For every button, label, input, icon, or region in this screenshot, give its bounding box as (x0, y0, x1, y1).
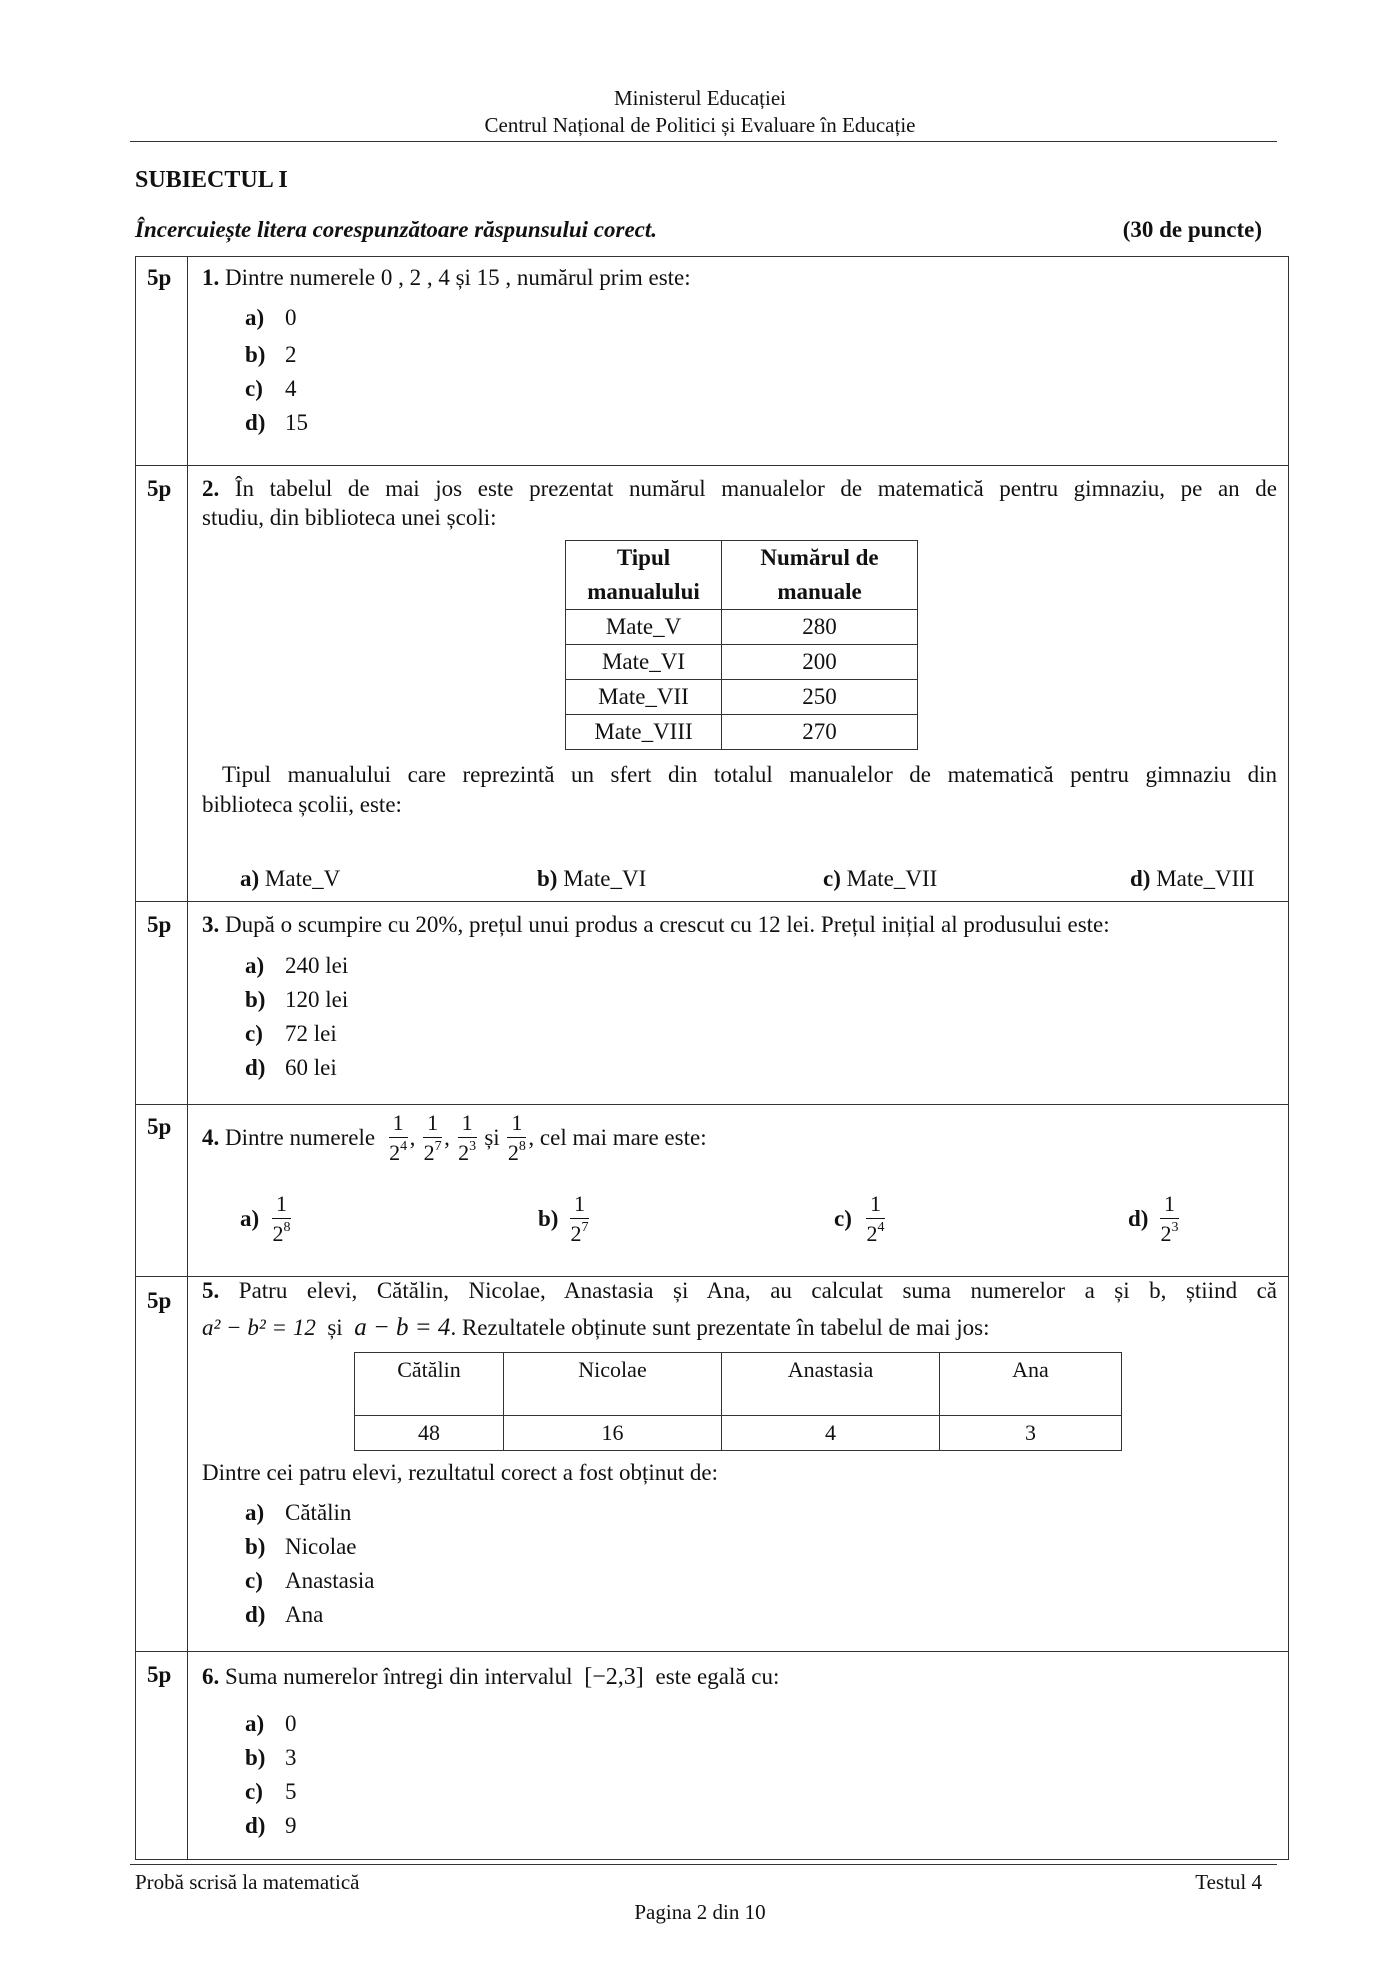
question-6-option-d[interactable] (245, 1813, 297, 1839)
power-exponent: 4 (877, 1220, 885, 1235)
power-exponent: 7 (581, 1220, 589, 1235)
table-cell: 280 (722, 610, 918, 645)
question-2-option-c[interactable] (823, 866, 937, 892)
option-value: 9 (285, 1813, 297, 1838)
question-5-option-c[interactable] (245, 1568, 374, 1594)
question-statement: După o scumpire cu 20%, prețul unui produs a crescut cu 12 lei. Prețul inițial al produsului este: (225, 912, 1110, 937)
option-letter: d) (245, 1602, 266, 1627)
question-number: 4. (202, 1125, 220, 1150)
interval: [−2,3] (584, 1664, 644, 1690)
question-number: 3. (202, 912, 220, 937)
table-cell: Mate_VIII (566, 715, 722, 750)
header-line: Numărul de (760, 545, 879, 570)
fraction-denominator (389, 1138, 407, 1164)
ministry-name: Ministerul Educației (613, 86, 787, 110)
conjunction: și (484, 1125, 500, 1150)
table-cell: 4 (722, 1416, 940, 1451)
option-value: 0 (285, 1711, 297, 1736)
power-exponent: 8 (518, 1139, 526, 1154)
question-3-points: 5p (147, 912, 172, 937)
fraction-denominator (508, 1138, 526, 1164)
option-letter: a) (240, 1206, 260, 1231)
fraction (272, 1193, 291, 1245)
fraction (507, 1112, 526, 1164)
points-column-divider (187, 256, 188, 1860)
power-exponent: 7 (434, 1139, 442, 1154)
table-row (566, 645, 918, 680)
question-2-option-b[interactable] (537, 866, 646, 892)
option-letter: d) (1128, 1206, 1149, 1231)
question-1-text (202, 265, 691, 291)
fraction (570, 1193, 589, 1245)
question-4-option-b[interactable] (538, 1193, 591, 1245)
question-6-option-a[interactable] (245, 1711, 297, 1737)
fraction-denominator (273, 1219, 291, 1245)
option-letter: b) (245, 1534, 266, 1559)
table-cell: 200 (722, 645, 918, 680)
question-2-prompt-line2: biblioteca școlii, este: (202, 792, 402, 817)
fraction-numerator: 1 (866, 1193, 885, 1219)
row-divider (135, 901, 1289, 902)
option-value: 60 lei (285, 1055, 337, 1080)
table-header (722, 541, 918, 610)
table-cell: Mate_V (566, 610, 722, 645)
question-5-prompt: Dintre cei patru elevi, rezultatul corect a fost obținut de: (202, 1460, 719, 1485)
table-cell: 270 (722, 715, 918, 750)
equation-1: a² − b² = 12 (202, 1315, 316, 1340)
table-row (566, 610, 918, 645)
power-base: 2 (458, 1140, 470, 1165)
question-2-option-a[interactable] (240, 866, 340, 892)
option-letter: d) (1130, 866, 1151, 891)
fraction-numerator: 1 (272, 1193, 291, 1219)
power-exponent: 3 (469, 1139, 477, 1154)
question-5-option-b[interactable] (245, 1534, 357, 1560)
option-letter: b) (245, 1745, 266, 1770)
option-value: Cătălin (285, 1500, 352, 1525)
footer-divider (130, 1864, 1277, 1865)
question-5-text-line2 (202, 1314, 990, 1342)
fraction (389, 1112, 408, 1164)
question-statement: . Rezultatele obținute sunt prezentate în tabelul de mai jos: (450, 1315, 990, 1340)
fraction (458, 1112, 477, 1164)
fraction-denominator (571, 1219, 589, 1245)
question-1-option-d[interactable] (245, 410, 308, 436)
textbooks-table (565, 540, 918, 750)
table-row (566, 715, 918, 750)
question-statement: Dintre numerele (225, 1125, 376, 1150)
option-letter: c) (245, 1021, 263, 1046)
header-divider (130, 141, 1277, 142)
option-letter: a) (245, 1711, 265, 1736)
option-value: Mate_V (264, 866, 341, 891)
question-statement: Suma numerelor întregi din intervalul (225, 1664, 573, 1689)
option-letter: a) (245, 305, 265, 330)
section-points: (30 de puncte) (1122, 217, 1262, 242)
question-statement-end: este egală cu: (655, 1664, 780, 1689)
question-6-option-b[interactable] (245, 1745, 297, 1771)
row-divider (135, 465, 1289, 466)
power-exponent: 4 (400, 1139, 408, 1154)
fraction-numerator: 1 (1160, 1193, 1179, 1219)
question-1-option-b[interactable] (245, 342, 297, 368)
fraction (1160, 1193, 1179, 1245)
fraction-denominator (1161, 1219, 1179, 1245)
option-letter: c) (245, 1568, 263, 1593)
fraction-denominator (424, 1138, 442, 1164)
question-3-option-d[interactable] (245, 1055, 337, 1081)
option-letter: a) (245, 1500, 265, 1525)
table-cell: 48 (355, 1416, 504, 1451)
header-line: manuale (777, 579, 862, 604)
fraction-denominator (867, 1219, 885, 1245)
section-title: SUBIECTUL I (135, 167, 288, 193)
option-value: 0 (285, 305, 297, 330)
question-number: 6. (202, 1664, 220, 1689)
table-cell: 16 (504, 1416, 722, 1451)
table-cell: Mate_VII (566, 680, 722, 715)
fraction-numerator: 1 (507, 1112, 526, 1138)
option-value: 5 (285, 1779, 297, 1804)
question-4-text: 4. Dintre numerele $\frac{1}{2^4}$ , $\frac{1}{2^7}$ , $\frac{1}{2^3}$ și $\frac{1}{2^8}$ , cel mai mare este: (202, 1110, 707, 1165)
question-2-points: 5p (147, 476, 172, 501)
row-divider (135, 1651, 1289, 1652)
question-4-option-a[interactable] (240, 1193, 293, 1245)
option-letter: b) (245, 342, 266, 367)
option-value: Mate_VI (563, 866, 647, 891)
question-4-points: 5p (147, 1114, 172, 1139)
option-value: 2 (285, 342, 297, 367)
fraction-numerator: 1 (423, 1112, 442, 1138)
question-number: 2. (202, 476, 220, 501)
option-letter: a) (240, 866, 260, 891)
power-exponent: 3 (1171, 1220, 1179, 1235)
question-2-text-line2: studiu, din biblioteca unei școli: (202, 505, 497, 530)
power-base: 2 (866, 1221, 878, 1246)
option-value: Mate_VII (846, 866, 938, 891)
power-exponent: 8 (283, 1220, 291, 1235)
question-6-text (202, 1664, 779, 1691)
option-letter: b) (538, 1206, 559, 1231)
table-cell: 3 (940, 1416, 1122, 1451)
option-letter: d) (245, 410, 266, 435)
power-base: 2 (570, 1221, 582, 1246)
question-3-option-c[interactable] (245, 1021, 337, 1047)
option-value: 120 lei (285, 987, 349, 1012)
question-number: 1. (202, 265, 220, 290)
option-value: Mate_VIII (1156, 866, 1255, 891)
table-row (566, 680, 918, 715)
question-3-option-b[interactable] (245, 987, 348, 1013)
option-value: 72 lei (285, 1021, 337, 1046)
option-letter: c) (834, 1206, 852, 1231)
option-value: 240 lei (285, 953, 349, 978)
question-statement: În tabelul de mai jos este prezentat numărul manualelor de matematică pentru gimnaziu, pe an de (234, 476, 1278, 501)
question-statement: Dintre numerele 0 , 2 , 4 și 15 , numărul prim este: (225, 265, 691, 290)
table-row (355, 1416, 1122, 1451)
header-line: Tipul (616, 545, 671, 570)
option-letter: c) (245, 1779, 263, 1804)
question-3-text (202, 912, 1110, 938)
question-6-points: 5p (147, 1662, 172, 1687)
question-2-prompt-line1: Tipul manualului care reprezintă un sfert din totalul manualelor de matematică pentru gimnaziu din (222, 762, 1277, 787)
option-letter: c) (245, 376, 263, 401)
question-5-points: 5p (147, 1288, 172, 1313)
question-3-option-a[interactable] (245, 953, 348, 979)
table-header (566, 541, 722, 610)
question-5-option-d[interactable] (245, 1602, 323, 1628)
table-cell: Nicolae (504, 1353, 722, 1416)
option-letter: a) (245, 953, 265, 978)
question-4-option-c[interactable] (834, 1193, 887, 1245)
conjunction: și (327, 1315, 343, 1340)
fraction-numerator: 1 (389, 1112, 408, 1138)
option-letter: b) (537, 866, 558, 891)
results-table (354, 1352, 1122, 1451)
header-line: manualului (587, 579, 700, 604)
table-cell: Ana (940, 1353, 1122, 1416)
question-1-points: 5p (147, 265, 172, 290)
page-number: Pagina 2 din 10 (634, 1900, 766, 1924)
question-number: 5. (202, 1278, 220, 1303)
table-row (355, 1353, 1122, 1416)
question-5-option-a[interactable] (245, 1500, 351, 1526)
option-letter: c) (823, 866, 841, 891)
option-value: 15 (285, 410, 308, 435)
row-divider (135, 1276, 1289, 1277)
footer-test-number: Testul 4 (1195, 1870, 1262, 1894)
option-value: 4 (285, 376, 297, 401)
fraction (423, 1112, 442, 1164)
option-letter: d) (245, 1055, 266, 1080)
option-letter: d) (245, 1813, 266, 1838)
fraction-numerator: 1 (570, 1193, 589, 1219)
question-2-text-line1 (202, 476, 1277, 502)
row-divider (135, 1104, 1289, 1105)
fraction-numerator: 1 (458, 1112, 477, 1138)
option-value: Anastasia (285, 1568, 375, 1593)
fraction (866, 1193, 885, 1245)
option-letter: b) (245, 987, 266, 1012)
power-base: 2 (1160, 1221, 1172, 1246)
question-statement-end: , cel mai mare este: (528, 1125, 707, 1150)
option-value: 3 (285, 1745, 297, 1770)
question-statement: Patru elevi, Cătălin, Nicolae, Anastasia și Ana, au calculat suma numerelor a și b, știind că (238, 1278, 1278, 1303)
question-2-option-d[interactable] (1130, 866, 1255, 892)
power-base: 2 (389, 1140, 401, 1165)
power-base: 2 (507, 1140, 519, 1165)
table-cell: Mate_VI (566, 645, 722, 680)
table-cell: Anastasia (722, 1353, 940, 1416)
question-6-option-c[interactable] (245, 1779, 297, 1805)
question-1-option-c[interactable] (245, 376, 297, 402)
equation-2: a − b = 4 (354, 1314, 451, 1341)
question-1-option-a[interactable] (245, 305, 297, 331)
table-cell: Cătălin (355, 1353, 504, 1416)
center-name: Centrul Național de Politici și Evaluare în Educație (484, 113, 916, 137)
power-base: 2 (423, 1140, 435, 1165)
table-cell: 250 (722, 680, 918, 715)
question-5-text-line1 (202, 1278, 1277, 1304)
question-4-option-d[interactable] (1128, 1193, 1181, 1245)
footer-exam-name: Probă scrisă la matematică (135, 1870, 360, 1894)
fraction-denominator (458, 1138, 476, 1164)
option-value: Ana (285, 1602, 324, 1627)
section-instruction: Încercuiește litera corespunzătoare răspunsului corect. (135, 217, 658, 242)
power-base: 2 (272, 1221, 284, 1246)
option-value: Nicolae (285, 1534, 357, 1559)
